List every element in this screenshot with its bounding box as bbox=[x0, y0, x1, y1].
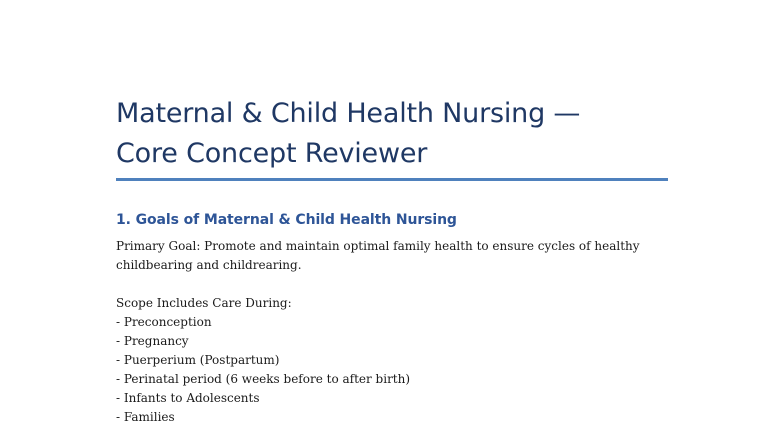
scope-heading: Scope Includes Care During: bbox=[116, 296, 292, 310]
title-underline-rule bbox=[116, 178, 668, 181]
primary-goal-line-2: childbearing and childrearing. bbox=[116, 258, 302, 272]
primary-goal-paragraph bbox=[116, 237, 656, 275]
title-line-1: Maternal & Child Health Nursing — bbox=[116, 98, 581, 129]
paragraph-spacer bbox=[116, 275, 656, 294]
document-title bbox=[116, 94, 676, 174]
title-line-2: Core Concept Reviewer bbox=[116, 138, 428, 169]
list-item-infants: - Infants to Adolescents bbox=[116, 391, 260, 405]
section-body bbox=[116, 237, 656, 427]
section-heading: 1. Goals of Maternal & Child Health Nursing bbox=[116, 212, 457, 228]
list-item-families: - Families bbox=[116, 410, 175, 424]
list-item-puerperium: - Puerperium (Postpartum) bbox=[116, 353, 280, 367]
primary-goal-line-1: Primary Goal: Promote and maintain optimal family health to ensure cycles of healthy bbox=[116, 239, 640, 253]
list-item-perinatal: - Perinatal period (6 weeks before to after birth) bbox=[116, 372, 411, 386]
list-item-pregnancy: - Pregnancy bbox=[116, 334, 189, 348]
list-item-preconception: - Preconception bbox=[116, 315, 212, 329]
